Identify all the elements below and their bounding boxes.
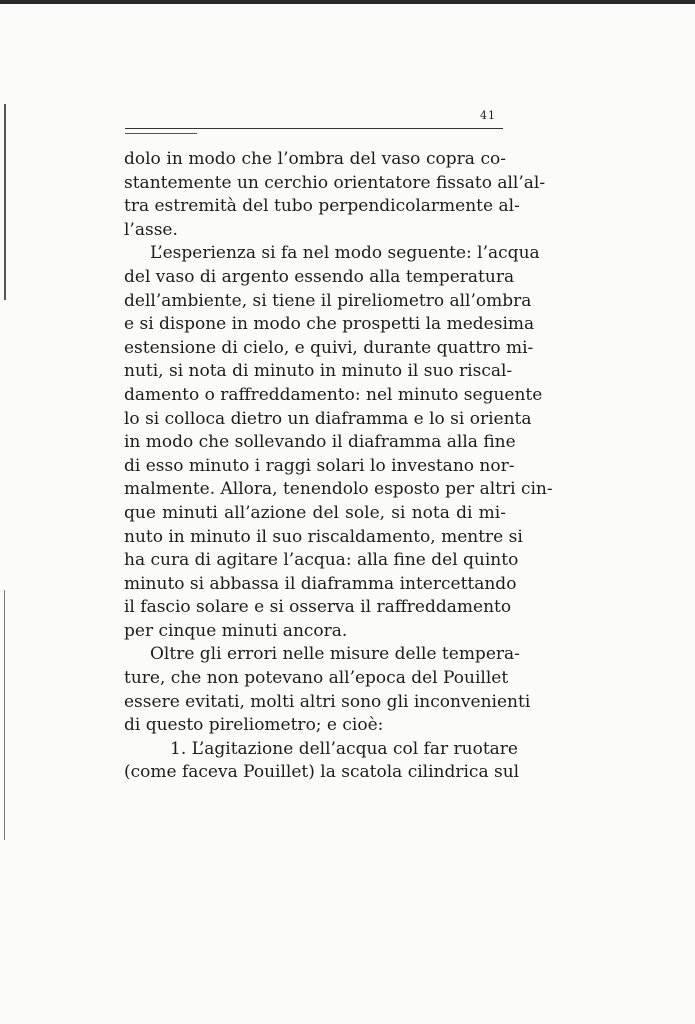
text-line: dell’ambiente, si tiene il pireliometro all’ombra: [124, 290, 532, 311]
text-line: malmente. Allora, tenendolo esposto per altri cin-: [124, 479, 553, 500]
text-line: l’asse.: [124, 219, 178, 240]
text-line: nuti, si nota di minuto in minuto il suo riscal-: [124, 361, 513, 382]
body-text: [124, 148, 553, 785]
text-line: tra estremità del tubo perpendicolarmente al-: [124, 196, 520, 217]
text-line: essere evitati, molti altri sono gli inconvenienti: [124, 691, 531, 712]
text-line: in modo che sollevando il diaframma alla fine: [124, 432, 516, 453]
text-line: del vaso di argento essendo alla temperatura: [124, 266, 515, 287]
text-line: stantemente un cerchio orientatore fissato all’al-: [124, 172, 546, 193]
text-line: di esso minuto i raggi solari lo investano nor-: [124, 455, 515, 476]
text-line: per cinque minuti ancora.: [124, 620, 348, 641]
text-line: que minuti all’azione del sole, si nota di mi-: [124, 502, 506, 523]
text-line: e si dispone in modo che prospetti la medesima: [124, 314, 535, 335]
text-line: minuto si abbassa il diaframma intercettando: [124, 573, 517, 594]
text-line: dolo in modo che l’ombra del vaso copra co-: [124, 149, 506, 169]
page-number: 41: [480, 109, 496, 122]
page-top-edge: [0, 0, 695, 4]
paragraph-start-line: Oltre gli errori nelle misure delle tempera-: [150, 644, 520, 665]
binding-mark: [4, 590, 5, 840]
text-line: il fascio solare e si osserva il raffreddamento: [124, 597, 512, 618]
header-rule: [125, 128, 503, 129]
list-item-start-line: 1. L’agitazione dell’acqua col far ruotare: [170, 738, 518, 759]
binding-mark: [4, 104, 6, 300]
text-line: estensione di cielo, e quivi, durante quattro mi-: [124, 337, 534, 358]
paragraph-start-line: L’esperienza si fa nel modo seguente: l’acqua: [150, 243, 540, 264]
text-line: lo si colloca dietro un diaframma e lo si orienta: [124, 408, 532, 429]
text-line: (come faceva Pouillet) la scatola cilindrica sul: [124, 762, 520, 783]
text-line: di questo pireliometro; e cioè:: [124, 715, 384, 736]
header-rule-short: [125, 133, 197, 134]
text-line: ture, che non potevano all’epoca del Pouillet: [124, 668, 509, 689]
text-line: nuto in minuto il suo riscaldamento, mentre si: [124, 526, 523, 547]
text-line: damento o raffreddamento: nel minuto seguente: [124, 384, 543, 405]
text-line: ha cura di agitare l’acqua: alla fine del quinto: [124, 550, 519, 571]
